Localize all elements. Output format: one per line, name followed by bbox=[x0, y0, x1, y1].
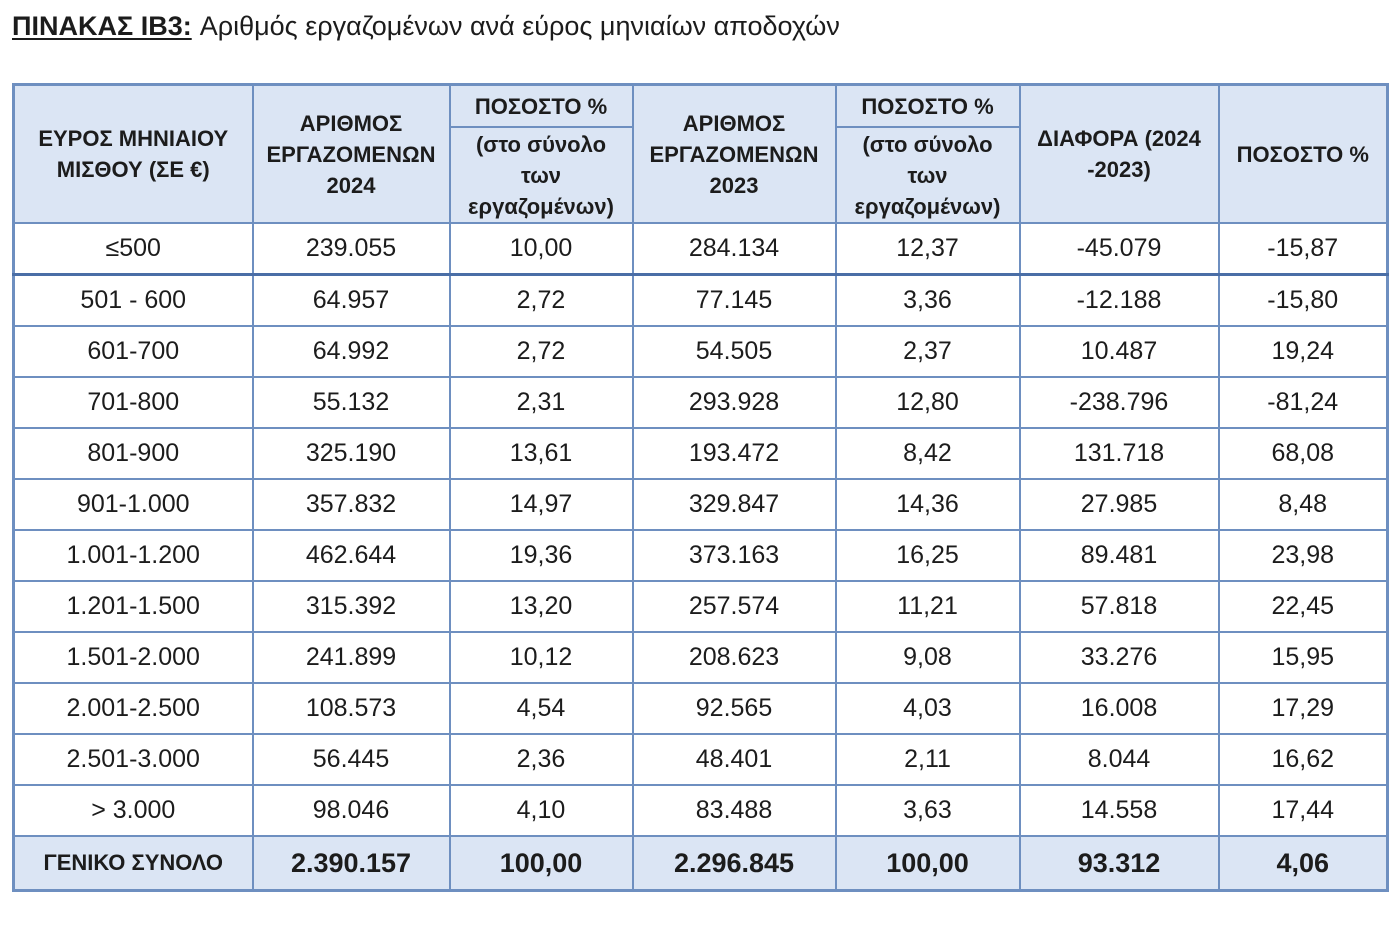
cell-percent-change: -15,80 bbox=[1219, 275, 1388, 327]
cell-percent-2023: 3,36 bbox=[836, 275, 1020, 327]
cell-workers-2023: 284.134 bbox=[633, 223, 836, 275]
total-percent-2023: 100,00 bbox=[836, 836, 1020, 891]
table-row bbox=[14, 734, 1388, 785]
cell-workers-2024: 108.573 bbox=[253, 683, 450, 734]
total-percent-2024: 100,00 bbox=[450, 836, 633, 891]
cell-range: 2.001-2.500 bbox=[14, 683, 253, 734]
header-difference: ΔΙΑΦΟΡΑ (2024 -2023) bbox=[1020, 85, 1219, 224]
total-percent-change: 4,06 bbox=[1219, 836, 1388, 891]
cell-workers-2024: 241.899 bbox=[253, 632, 450, 683]
cell-difference: 10.487 bbox=[1020, 326, 1219, 377]
cell-percent-2023: 12,37 bbox=[836, 223, 1020, 275]
header-percent-2024: ΠΟΣΟΣΤΟ % bbox=[450, 85, 633, 128]
total-workers-2024: 2.390.157 bbox=[253, 836, 450, 891]
table-row bbox=[14, 223, 1388, 275]
cell-percent-2023: 12,80 bbox=[836, 377, 1020, 428]
table-row bbox=[14, 479, 1388, 530]
cell-range: 801-900 bbox=[14, 428, 253, 479]
cell-range: ≤500 bbox=[14, 223, 253, 275]
cell-workers-2023: 48.401 bbox=[633, 734, 836, 785]
cell-workers-2024: 98.046 bbox=[253, 785, 450, 836]
cell-percent-2024: 10,12 bbox=[450, 632, 633, 683]
salary-range-table bbox=[12, 83, 1389, 892]
table-row bbox=[14, 632, 1388, 683]
cell-workers-2024: 56.445 bbox=[253, 734, 450, 785]
cell-workers-2024: 462.644 bbox=[253, 530, 450, 581]
cell-workers-2023: 293.928 bbox=[633, 377, 836, 428]
cell-difference: 8.044 bbox=[1020, 734, 1219, 785]
cell-percent-2024: 2,72 bbox=[450, 275, 633, 327]
cell-percent-change: 8,48 bbox=[1219, 479, 1388, 530]
header-percent-2023-sub: (στο σύνολο των εργαζομένων) bbox=[836, 127, 1020, 223]
cell-difference: 16.008 bbox=[1020, 683, 1219, 734]
cell-workers-2023: 83.488 bbox=[633, 785, 836, 836]
cell-percent-2024: 2,72 bbox=[450, 326, 633, 377]
table-row bbox=[14, 683, 1388, 734]
table-caption-label: ΠΙΝΑΚΑΣ ΙΒ3: bbox=[12, 11, 192, 41]
cell-percent-2024: 13,61 bbox=[450, 428, 633, 479]
cell-workers-2024: 55.132 bbox=[253, 377, 450, 428]
cell-percent-2024: 10,00 bbox=[450, 223, 633, 275]
table-caption bbox=[12, 8, 840, 44]
cell-percent-change: 23,98 bbox=[1219, 530, 1388, 581]
cell-workers-2024: 325.190 bbox=[253, 428, 450, 479]
cell-difference: 131.718 bbox=[1020, 428, 1219, 479]
table-row bbox=[14, 275, 1388, 327]
header-workers-2024: ΑΡΙΘΜΟΣ ΕΡΓΑΖΟΜΕΝΩΝ 2024 bbox=[253, 85, 450, 224]
cell-percent-2024: 14,97 bbox=[450, 479, 633, 530]
cell-difference: -12.188 bbox=[1020, 275, 1219, 327]
table-header bbox=[14, 85, 1388, 224]
cell-workers-2024: 64.992 bbox=[253, 326, 450, 377]
cell-difference: 14.558 bbox=[1020, 785, 1219, 836]
cell-percent-change: 17,29 bbox=[1219, 683, 1388, 734]
cell-percent-2024: 13,20 bbox=[450, 581, 633, 632]
cell-range: > 3.000 bbox=[14, 785, 253, 836]
header-salary-range: ΕΥΡΟΣ ΜΗΝΙΑΙΟΥ ΜΙΣΘΟΥ (ΣΕ €) bbox=[14, 85, 253, 224]
cell-percent-2024: 2,31 bbox=[450, 377, 633, 428]
cell-range: 1.501-2.000 bbox=[14, 632, 253, 683]
cell-percent-change: 16,62 bbox=[1219, 734, 1388, 785]
header-percent-change: ΠΟΣΟΣΤΟ % bbox=[1219, 85, 1388, 224]
table-row bbox=[14, 530, 1388, 581]
total-workers-2023: 2.296.845 bbox=[633, 836, 836, 891]
cell-range: 901-1.000 bbox=[14, 479, 253, 530]
cell-percent-2024: 19,36 bbox=[450, 530, 633, 581]
table-row bbox=[14, 785, 1388, 836]
cell-difference: -45.079 bbox=[1020, 223, 1219, 275]
cell-workers-2023: 92.565 bbox=[633, 683, 836, 734]
cell-workers-2023: 257.574 bbox=[633, 581, 836, 632]
cell-percent-2023: 4,03 bbox=[836, 683, 1020, 734]
cell-range: 701-800 bbox=[14, 377, 253, 428]
cell-percent-change: 15,95 bbox=[1219, 632, 1388, 683]
cell-difference: -238.796 bbox=[1020, 377, 1219, 428]
header-workers-2023: ΑΡΙΘΜΟΣ ΕΡΓΑΖΟΜΕΝΩΝ 2023 bbox=[633, 85, 836, 224]
cell-workers-2024: 315.392 bbox=[253, 581, 450, 632]
cell-workers-2023: 54.505 bbox=[633, 326, 836, 377]
cell-percent-2023: 14,36 bbox=[836, 479, 1020, 530]
cell-percent-2024: 2,36 bbox=[450, 734, 633, 785]
cell-workers-2023: 208.623 bbox=[633, 632, 836, 683]
cell-range: 1.201-1.500 bbox=[14, 581, 253, 632]
cell-percent-change: 17,44 bbox=[1219, 785, 1388, 836]
cell-percent-change: -81,24 bbox=[1219, 377, 1388, 428]
cell-percent-change: 22,45 bbox=[1219, 581, 1388, 632]
cell-percent-2023: 2,37 bbox=[836, 326, 1020, 377]
cell-workers-2024: 239.055 bbox=[253, 223, 450, 275]
cell-workers-2023: 193.472 bbox=[633, 428, 836, 479]
cell-range: 1.001-1.200 bbox=[14, 530, 253, 581]
table-caption-text: Αριθμός εργαζομένων ανά εύρος μηνιαίων αποδοχών bbox=[199, 11, 840, 41]
cell-percent-change: 19,24 bbox=[1219, 326, 1388, 377]
total-difference: 93.312 bbox=[1020, 836, 1219, 891]
cell-range: 2.501-3.000 bbox=[14, 734, 253, 785]
cell-percent-change: -15,87 bbox=[1219, 223, 1388, 275]
table-row bbox=[14, 581, 1388, 632]
cell-workers-2023: 77.145 bbox=[633, 275, 836, 327]
cell-range: 501 - 600 bbox=[14, 275, 253, 327]
total-row bbox=[14, 836, 1388, 891]
cell-percent-2023: 2,11 bbox=[836, 734, 1020, 785]
cell-workers-2023: 329.847 bbox=[633, 479, 836, 530]
cell-percent-2023: 11,21 bbox=[836, 581, 1020, 632]
cell-range: 601-700 bbox=[14, 326, 253, 377]
cell-percent-2024: 4,10 bbox=[450, 785, 633, 836]
cell-difference: 57.818 bbox=[1020, 581, 1219, 632]
cell-difference: 89.481 bbox=[1020, 530, 1219, 581]
cell-percent-2023: 16,25 bbox=[836, 530, 1020, 581]
table-row bbox=[14, 326, 1388, 377]
cell-workers-2024: 357.832 bbox=[253, 479, 450, 530]
table-row bbox=[14, 377, 1388, 428]
cell-workers-2023: 373.163 bbox=[633, 530, 836, 581]
header-percent-2023: ΠΟΣΟΣΤΟ % bbox=[836, 85, 1020, 128]
cell-percent-2024: 4,54 bbox=[450, 683, 633, 734]
cell-percent-2023: 3,63 bbox=[836, 785, 1020, 836]
table-row bbox=[14, 428, 1388, 479]
total-label: ΓΕΝΙΚΟ ΣΥΝΟΛΟ bbox=[14, 836, 253, 891]
cell-workers-2024: 64.957 bbox=[253, 275, 450, 327]
cell-difference: 33.276 bbox=[1020, 632, 1219, 683]
cell-percent-2023: 8,42 bbox=[836, 428, 1020, 479]
cell-percent-change: 68,08 bbox=[1219, 428, 1388, 479]
cell-difference: 27.985 bbox=[1020, 479, 1219, 530]
table-body bbox=[14, 223, 1388, 891]
cell-percent-2023: 9,08 bbox=[836, 632, 1020, 683]
header-percent-2024-sub: (στο σύνολο των εργαζομένων) bbox=[450, 127, 633, 223]
